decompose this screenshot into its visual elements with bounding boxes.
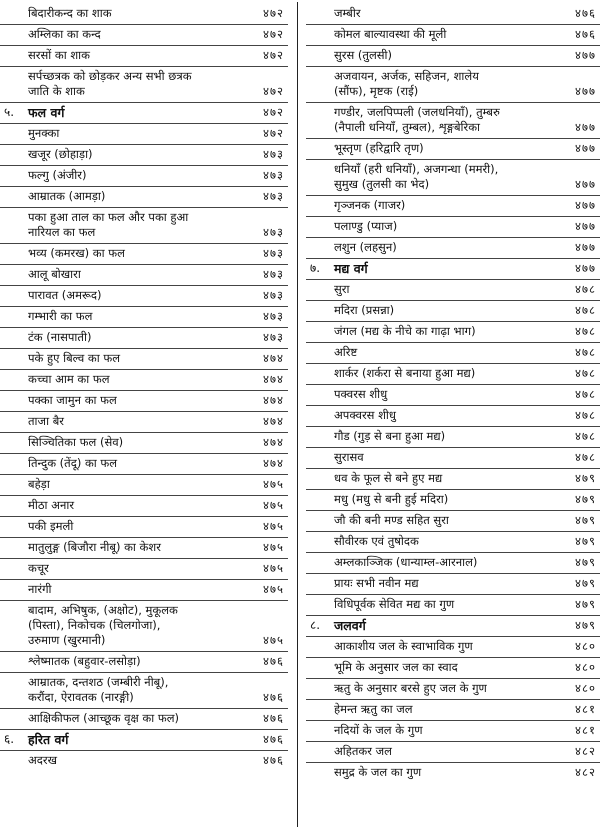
entry-title: पक्का जामुन का फल bbox=[28, 393, 117, 407]
entry-title: गौड (गुड़ से बना हुआ मद्य) bbox=[334, 429, 446, 443]
page-number: ४७३ bbox=[263, 246, 284, 260]
page-number: ४७४ bbox=[263, 435, 284, 449]
page-number: ४७५ bbox=[263, 519, 284, 533]
entry-title-continued: सुमुख (तुलसी का भेद) bbox=[334, 177, 430, 191]
entry-title: सुरासव bbox=[334, 450, 364, 464]
entry-title-continued: नारियल का फल bbox=[28, 225, 96, 239]
index-entry bbox=[0, 454, 288, 475]
entry-title: हरित वर्ग bbox=[28, 732, 69, 747]
entry-title: धनियाँ (हरी धनियाँ), अजगन्धा (ममरी), bbox=[334, 162, 499, 176]
entry-title: पारावत (अमरूद) bbox=[28, 288, 102, 302]
page-number: ४७९ bbox=[575, 555, 596, 569]
page-number: ४७८ bbox=[575, 345, 596, 359]
page-number: ४७३ bbox=[263, 309, 284, 323]
entry-title: जम्बीर bbox=[334, 6, 361, 20]
index-entry bbox=[306, 343, 600, 364]
index-entry bbox=[306, 700, 600, 721]
page-number: ४७८ bbox=[575, 429, 596, 443]
left-column bbox=[0, 4, 288, 771]
entry-title: आकाशीय जल के स्वाभाविक गुण bbox=[334, 639, 473, 653]
entry-title: कचूर bbox=[28, 561, 49, 575]
page-number: ४७७ bbox=[575, 219, 596, 233]
page-number: ४७२ bbox=[263, 6, 284, 20]
entry-title: पके हुए बिल्व का फल bbox=[28, 351, 121, 365]
entry-title: भूस्तृण (हरिद्वारि तृण) bbox=[334, 141, 424, 155]
index-entry bbox=[0, 67, 288, 103]
page-number: ४७८ bbox=[575, 324, 596, 338]
index-entry bbox=[306, 385, 600, 406]
index-entry bbox=[0, 496, 288, 517]
index-entry bbox=[0, 673, 288, 709]
entry-title: नारंगी bbox=[28, 582, 52, 596]
index-entry bbox=[306, 448, 600, 469]
page-number: ४७४ bbox=[263, 414, 284, 428]
page-number: ४७७ bbox=[575, 84, 596, 98]
index-entry bbox=[306, 217, 600, 238]
entry-title: लशुन (लहसुन) bbox=[334, 240, 397, 254]
index-entry bbox=[306, 658, 600, 679]
page-number: ४७७ bbox=[575, 240, 596, 254]
entry-title: अजवायन, अर्जक, सहिजन, शालेय bbox=[334, 69, 479, 83]
index-entry bbox=[0, 709, 288, 730]
entry-title: समुद्र के जल का गुण bbox=[334, 765, 422, 779]
index-entry bbox=[0, 412, 288, 433]
index-entry bbox=[0, 208, 288, 244]
entry-title-continued: करौंदा, ऐरावतक (नारङ्गी) bbox=[28, 690, 134, 704]
page-number: ४७८ bbox=[575, 450, 596, 464]
index-entry bbox=[0, 580, 288, 601]
page-number: ४७९ bbox=[575, 534, 596, 548]
page-number: ४८१ bbox=[575, 723, 596, 737]
page-number: ४७९ bbox=[575, 471, 596, 485]
index-entry bbox=[0, 751, 288, 771]
page-number: ४७२ bbox=[263, 105, 284, 119]
right-column bbox=[306, 4, 600, 783]
page-number: ४७७ bbox=[575, 48, 596, 62]
index-entry bbox=[0, 391, 288, 412]
page-number: ४७५ bbox=[263, 498, 284, 512]
index-entry bbox=[0, 433, 288, 454]
entry-title: कच्चा आम का फल bbox=[28, 372, 110, 386]
entry-title: मीठा अनार bbox=[28, 498, 75, 512]
index-entry bbox=[0, 145, 288, 166]
index-entry bbox=[0, 517, 288, 538]
entry-title: अदरख bbox=[28, 753, 58, 767]
index-entry bbox=[306, 595, 600, 616]
index-entry bbox=[306, 67, 600, 103]
page-number: ४७५ bbox=[263, 561, 284, 575]
page-number: ४८० bbox=[575, 639, 596, 653]
entry-title: पलाण्डु (प्याज) bbox=[334, 219, 398, 233]
page-number: ४७९ bbox=[575, 576, 596, 590]
entry-title: पक्वरस शीधु bbox=[334, 387, 388, 401]
page-number: ४७३ bbox=[263, 267, 284, 281]
index-entry bbox=[306, 490, 600, 511]
page-number: ४७३ bbox=[263, 225, 284, 239]
entry-title: अहितकर जल bbox=[334, 744, 392, 758]
section-heading bbox=[306, 259, 600, 280]
section-number: ५. bbox=[4, 105, 15, 119]
page-number: ४८० bbox=[575, 660, 596, 674]
page-number: ४७६ bbox=[263, 732, 284, 746]
index-entry bbox=[0, 475, 288, 496]
page-number: ४७७ bbox=[575, 141, 596, 155]
page-number: ४७७ bbox=[575, 177, 596, 191]
entry-title-continued: (सौंफ), मृष्टक (राई) bbox=[334, 84, 419, 98]
page-number: ४७२ bbox=[263, 27, 284, 41]
index-entry bbox=[0, 538, 288, 559]
entry-title: शार्कर (शर्करा से बनाया हुआ मद्य) bbox=[334, 366, 476, 380]
index-entry bbox=[306, 574, 600, 595]
page-number: ४७८ bbox=[575, 282, 596, 296]
index-entry bbox=[0, 307, 288, 328]
entry-title: नदियों के जल के गुण bbox=[334, 723, 423, 737]
page-number: ४८२ bbox=[575, 744, 596, 758]
page-number: ४७२ bbox=[263, 48, 284, 62]
page-number: ४८१ bbox=[575, 702, 596, 716]
entry-title: सौवीरक एवं तुषोदक bbox=[334, 534, 419, 548]
section-number: ६. bbox=[4, 732, 15, 746]
entry-title: बहेड़ा bbox=[28, 477, 50, 491]
index-entry bbox=[306, 238, 600, 259]
page-number: ४७८ bbox=[575, 408, 596, 422]
index-entry bbox=[306, 427, 600, 448]
page-number: ४७८ bbox=[575, 387, 596, 401]
entry-title: विधिपूर्वक सेवित मद्य का गुण bbox=[334, 597, 455, 611]
page-number: ४७४ bbox=[263, 393, 284, 407]
index-entry bbox=[306, 160, 600, 196]
page-number: ४७५ bbox=[263, 582, 284, 596]
page-number: ४७५ bbox=[263, 477, 284, 491]
index-entry bbox=[0, 370, 288, 391]
page-number: ४७६ bbox=[263, 711, 284, 725]
index-entry bbox=[0, 124, 288, 145]
page-number: ४७३ bbox=[263, 168, 284, 182]
page-number: ४७४ bbox=[263, 351, 284, 365]
entry-title: सिञ्चितिका फल (सेव) bbox=[28, 435, 124, 449]
entry-title: आम्रातक, दन्तशठ (जम्बीरी नीबू), bbox=[28, 675, 169, 689]
index-entry bbox=[0, 166, 288, 187]
entry-title: जंगल (मद्य के नीचे का गाढ़ा भाग) bbox=[334, 324, 476, 338]
entry-title: सुरस (तुलसी) bbox=[334, 48, 392, 62]
section-heading bbox=[306, 616, 600, 637]
entry-title: फल वर्ग bbox=[28, 105, 65, 120]
index-entry bbox=[306, 742, 600, 763]
entry-title: श्लेष्मातक (बहुवार-लसोड़ा) bbox=[28, 654, 141, 668]
index-entry bbox=[306, 301, 600, 322]
entry-title: ऋतु के अनुसार बरसे हुए जल के गुण bbox=[334, 681, 487, 695]
index-entry bbox=[306, 364, 600, 385]
entry-title: अम्लकाञ्जिक (धान्याम्ल-आरनाल) bbox=[334, 555, 478, 569]
entry-title: पका हुआ ताल का फल और पका हुआ bbox=[28, 210, 189, 224]
page-number: ४८२ bbox=[575, 765, 596, 779]
entry-title: टंक (नासपाती) bbox=[28, 330, 92, 344]
entry-title: पकी इमली bbox=[28, 519, 74, 533]
entry-title: सरसों का शाक bbox=[28, 48, 90, 62]
index-entry bbox=[0, 559, 288, 580]
index-entry bbox=[306, 763, 600, 783]
page-number: ४७६ bbox=[575, 27, 596, 41]
index-entry bbox=[306, 511, 600, 532]
index-entry bbox=[306, 103, 600, 139]
entry-title: बिदारीकन्द का शाक bbox=[28, 6, 112, 20]
index-entry bbox=[306, 721, 600, 742]
index-entry bbox=[306, 25, 600, 46]
entry-title: आम्रातक (आमड़ा) bbox=[28, 189, 106, 203]
section-heading bbox=[0, 103, 288, 124]
entry-title-continued: उरुमाण (खुरमानी) bbox=[28, 633, 106, 647]
entry-title: गम्भारी का फल bbox=[28, 309, 93, 323]
page-number: ४७२ bbox=[263, 84, 284, 98]
index-entry bbox=[0, 349, 288, 370]
index-entry bbox=[306, 322, 600, 343]
index-entry bbox=[0, 25, 288, 46]
page-number: ४७६ bbox=[263, 753, 284, 767]
entry-title: हेमन्त ऋतु का जल bbox=[334, 702, 413, 716]
entry-title: अम्लिका का कन्द bbox=[28, 27, 101, 41]
page-number: ४७३ bbox=[263, 147, 284, 161]
index-entry bbox=[0, 265, 288, 286]
entry-title: कोमल बाल्यावस्था की मूली bbox=[334, 27, 447, 41]
page-number: ४७८ bbox=[575, 366, 596, 380]
entry-title: प्रायः सभी नवीन मद्य bbox=[334, 576, 419, 590]
column-divider bbox=[297, 2, 298, 827]
page-number: ४७६ bbox=[575, 6, 596, 20]
page-number: ४७७ bbox=[575, 198, 596, 212]
entry-title: जलवर्ग bbox=[334, 618, 366, 633]
entry-title: खजूर (छोहाड़ा) bbox=[28, 147, 93, 161]
entry-title: आलू बोखारा bbox=[28, 267, 81, 281]
index-entry bbox=[306, 4, 600, 25]
page-number: ४७९ bbox=[575, 492, 596, 506]
page-number: ४७४ bbox=[263, 456, 284, 470]
entry-title: गृञ्जनक (गाजर) bbox=[334, 198, 406, 212]
entry-title: सर्पच्छत्रक को छोड़कर अन्य सभी छत्रक bbox=[28, 69, 192, 83]
index-entry bbox=[0, 601, 288, 652]
index-entry bbox=[306, 196, 600, 217]
entry-title: गण्डीर, जलपिप्पली (जलधनियाँ), तुम्बरु bbox=[334, 105, 500, 119]
index-entry bbox=[0, 652, 288, 673]
entry-title: भव्य (कमरख) का फल bbox=[28, 246, 125, 260]
entry-title-continued: (पिस्ता), निकोचक (चिलगोजा), bbox=[28, 618, 161, 632]
entry-title: मद्य वर्ग bbox=[334, 261, 368, 276]
page-number: ४७३ bbox=[263, 288, 284, 302]
entry-title: फल्गु (अंजीर) bbox=[28, 168, 87, 182]
index-entry bbox=[306, 637, 600, 658]
page-number: ४७९ bbox=[575, 513, 596, 527]
entry-title: तिन्दुक (तेंदू) का फल bbox=[28, 456, 118, 470]
entry-title: भूमि के अनुसार जल का स्वाद bbox=[334, 660, 458, 674]
page-number: ४७६ bbox=[263, 654, 284, 668]
page-number: ४७८ bbox=[575, 303, 596, 317]
index-entry bbox=[306, 553, 600, 574]
entry-title: सुरा bbox=[334, 282, 350, 296]
index-entry bbox=[306, 679, 600, 700]
entry-title-continued: जाति के शाक bbox=[28, 84, 85, 98]
entry-title: मदिरा (प्रसन्ना) bbox=[334, 303, 395, 317]
page-number: ४७५ bbox=[263, 633, 284, 647]
index-entry bbox=[306, 46, 600, 67]
index-entry bbox=[0, 46, 288, 67]
entry-title: मधु (मधु से बनी हुई मदिरा) bbox=[334, 492, 449, 506]
page-number: ४७९ bbox=[575, 618, 596, 632]
entry-title: आक्षिकीफल (आच्छूक वृक्ष का फल) bbox=[28, 711, 180, 725]
index-entry bbox=[306, 280, 600, 301]
index-entry bbox=[306, 469, 600, 490]
page-number: ४७९ bbox=[575, 597, 596, 611]
section-number: ७. bbox=[310, 261, 321, 275]
index-entry bbox=[0, 244, 288, 265]
entry-title: मुनक्का bbox=[28, 126, 60, 140]
index-entry bbox=[0, 328, 288, 349]
page-number: ४७७ bbox=[575, 261, 596, 275]
entry-title: अरिष्ट bbox=[334, 345, 358, 359]
index-entry bbox=[0, 187, 288, 208]
entry-title: ताजा बैर bbox=[28, 414, 64, 428]
entry-title: अपक्वरस शीधु bbox=[334, 408, 396, 422]
page-number: ४७४ bbox=[263, 372, 284, 386]
index-entry bbox=[306, 406, 600, 427]
entry-title: धव के फूल से बने हुए मद्य bbox=[334, 471, 443, 485]
index-entry bbox=[306, 532, 600, 553]
index-entry bbox=[306, 139, 600, 160]
index-entry bbox=[0, 4, 288, 25]
section-heading bbox=[0, 730, 288, 751]
page-number: ४८० bbox=[575, 681, 596, 695]
index-entry bbox=[0, 286, 288, 307]
section-number: ८. bbox=[310, 618, 321, 632]
page-number: ४७३ bbox=[263, 189, 284, 203]
entry-title: मातुलुङ्ग (बिजौरा नीबू) का केशर bbox=[28, 540, 161, 554]
page-number: ४७७ bbox=[575, 120, 596, 134]
entry-title-continued: (नैपाली धनियाँ, तुम्बल), शृङ्गबेरिका bbox=[334, 120, 480, 134]
entry-title: बादाम, अभिषुक, (अक्षोट), मुकूलक bbox=[28, 603, 178, 617]
entry-title: जौ की बनी मण्ड सहित सुरा bbox=[334, 513, 449, 527]
page-number: ४७३ bbox=[263, 330, 284, 344]
page-number: ४७२ bbox=[263, 126, 284, 140]
page-number: ४७६ bbox=[263, 690, 284, 704]
page-number: ४७५ bbox=[263, 540, 284, 554]
